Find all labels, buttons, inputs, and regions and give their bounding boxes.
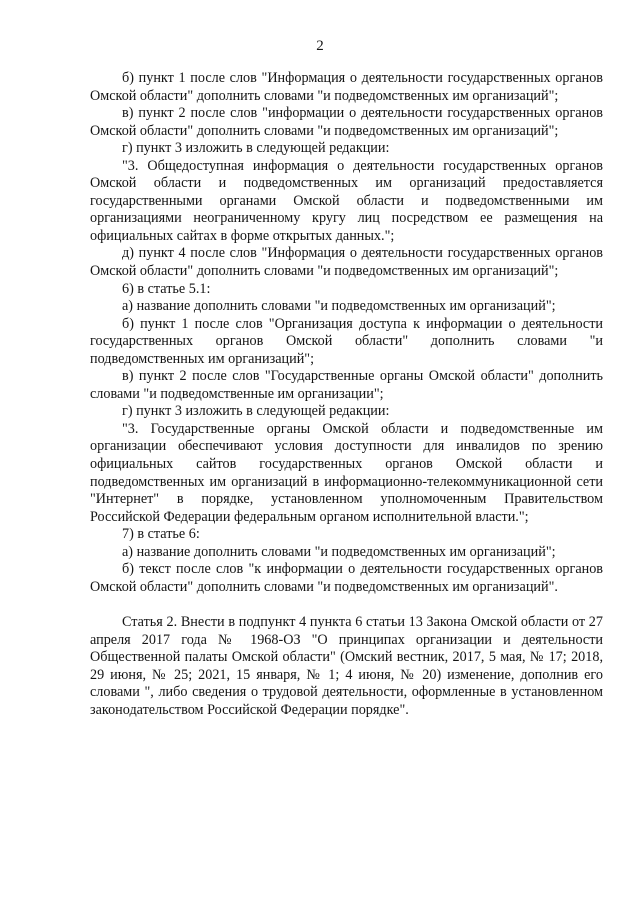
paragraph-item-6: 6) в статье 5.1: [122,280,211,297]
paragraph-6a: а) название дополнить словами "и подведомственных им организаций"; [122,298,556,315]
paragraph-1v: в) пункт 2 после слов "информации о деятельности государственных органов Омской области" дополнить словами "и подведомственных им организаций"; [90,105,603,139]
paragraph-7b: б) текст после слов "к информации о деятельности государственных органов Омской области" дополнить словами "и подведомственных им организаций". [90,561,603,595]
paragraph-1b: б) пункт 1 после слов "Информация о деятельности государственных органов Омской области" дополнить словами "и подведомственных им организаций"; [90,70,603,104]
paragraph-1g: г) пункт 3 изложить в следующей редакции: [122,140,390,157]
paragraph-item-7: 7) в статье 6: [122,526,200,543]
paragraph-7a: а) название дополнить словами "и подведомственных им организаций"; [122,543,556,560]
paragraph-article-2: Статья 2. Внести в подпункт 4 пункта 6 статьи 13 Закона Омской области от 27 апреля 2017 года № 1968-ОЗ "О принципах организации и деятельности Общественной палаты Омской области" (Омский вестник, 2017, 5 мая, № 17; 2018, 29 июня, № 25; 2021, 15 января, № 1; 4 июня, № 20) изменение, дополнив его словами ", либо сведения о трудовой деятельности, оформленные в установленном законодательством Российской Федерации порядке". [90,613,603,718]
paragraph-quote-3-accessibility: "3. Государственные органы Омской области и подведомственные им организации обеспечивают условия доступности для инвалидов по зрению официальных сайтов государственных органов Омской области и подведомственных им организаций в информационно-телекоммуникационной сети "Интернет" в порядке, установленном уполномоченным Правительством Российской Федерации федеральным органом исполнительной власти."; [90,420,603,525]
paragraph-6v: в) пункт 2 после слов "Государственные органы Омской области" дополнить словами "и подведомственные им организации"; [90,368,603,402]
page-number: 2 [316,38,324,54]
paragraph-6b: б) пункт 1 после слов "Организация доступа к информации о деятельности государственных органов Омской области" дополнить словами "и подведомственных им организаций"; [90,315,603,367]
paragraph-1d: д) пункт 4 после слов "Информация о деятельности государственных органов Омской области" дополнить словами "и подведомственных им организаций"; [90,245,603,280]
paragraph-6g: г) пункт 3 изложить в следующей редакции: [122,403,390,420]
paragraph-quote-3: "3. Общедоступная информация о деятельности государственных органов Омской области и подведомственных им организаций предоставляется государственными органами Омской области и подведомственными им организациями неограниченному кругу лиц посредством ее размещения на официальных сайтах в форме открытых данных."; [90,157,603,244]
document-body [90,70,603,719]
